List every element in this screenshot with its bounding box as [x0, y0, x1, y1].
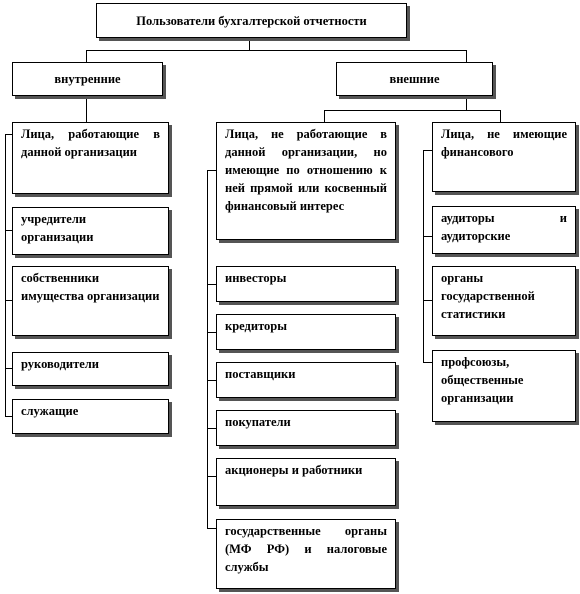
internal-item-property-owners: собственники имущества организации	[12, 266, 169, 336]
external-item-investors: инвесторы	[216, 266, 396, 302]
connector	[86, 50, 87, 62]
connector	[466, 96, 467, 110]
internal-item-managers: руководители	[12, 352, 169, 386]
interested-group-box: Лица, не работающие в данной организации, но имеющие по отношению к ней прямой или косвенный финансовый интерес	[216, 122, 396, 240]
connector	[423, 300, 432, 301]
external-item-government: государственные органы (МФ РФ) и налоговые службы	[216, 519, 396, 589]
connector	[5, 134, 6, 416]
connector	[500, 110, 501, 122]
internal-item-founders: учредители организации	[12, 207, 169, 255]
connector	[423, 150, 432, 151]
connector	[207, 170, 208, 528]
external-item-buyers: покупатели	[216, 410, 396, 446]
connector	[207, 428, 216, 429]
connector	[207, 528, 216, 529]
external-item-creditors: кредиторы	[216, 314, 396, 350]
connector	[324, 110, 501, 111]
connector	[423, 150, 424, 362]
connector	[5, 368, 12, 369]
connector	[207, 380, 216, 381]
external-item-auditors: аудиторы и аудиторские	[432, 206, 576, 254]
external-item-shareholders: акционеры и работники	[216, 458, 396, 506]
connector	[207, 284, 216, 285]
connector	[5, 300, 12, 301]
connector	[207, 476, 216, 477]
diagram-title: Пользователи бухгалтерской отчетности	[96, 3, 407, 38]
connector	[324, 110, 325, 122]
connector	[86, 96, 87, 122]
internal-group-box: Лица, работающие в данной организации	[12, 122, 169, 194]
connector	[86, 50, 467, 51]
external-item-unions: профсоюзы, общественные организации	[432, 350, 576, 422]
connector	[423, 362, 432, 363]
external-item-statistics: органы государственной статистики	[432, 266, 576, 336]
connector	[423, 236, 432, 237]
internal-item-employees: служащие	[12, 399, 169, 434]
connector	[466, 50, 467, 62]
not-interested-group-box: Лица, не имеющие финансового	[432, 122, 576, 192]
external-item-suppliers: поставщики	[216, 362, 396, 398]
connector	[5, 230, 12, 231]
connector	[207, 170, 216, 171]
internal-users-box: внутренние	[12, 62, 163, 96]
external-users-box: внешние	[336, 62, 493, 96]
connector	[5, 134, 12, 135]
connector	[207, 332, 216, 333]
connector	[5, 416, 12, 417]
